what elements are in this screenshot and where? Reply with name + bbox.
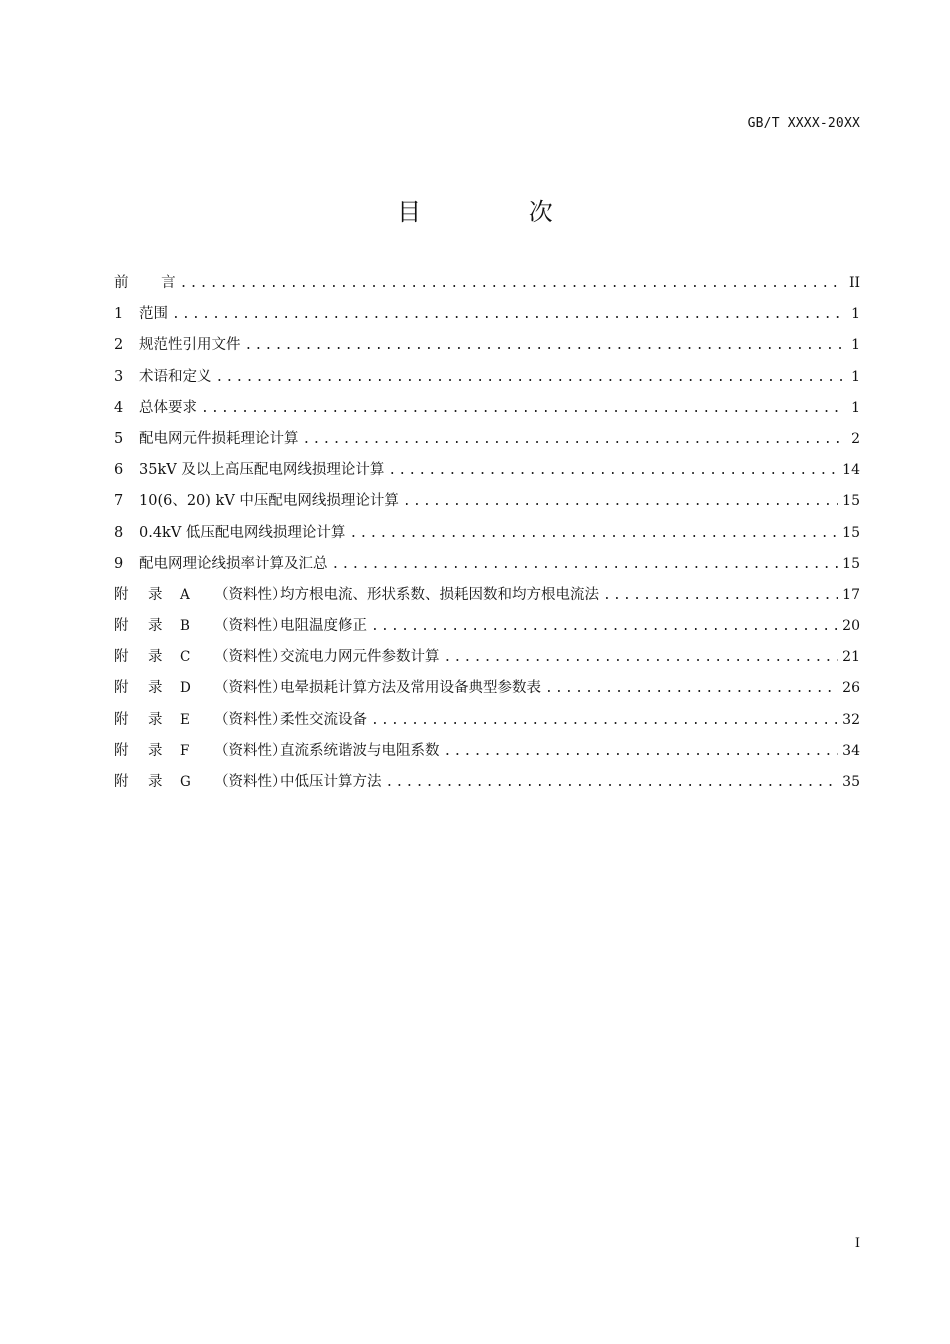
appendix-prefix bbox=[114, 676, 287, 697]
toc-leader-dots bbox=[172, 307, 844, 322]
appendix-kind: （资料性） bbox=[214, 711, 287, 728]
toc-entry-page: 15 bbox=[842, 555, 860, 572]
toc-appendix-a[interactable] bbox=[114, 583, 860, 614]
appendix-word-fu: 附 bbox=[114, 586, 129, 603]
appendix-prefix bbox=[114, 739, 287, 760]
toc-entry-page: 17 bbox=[842, 586, 860, 603]
toc-entry-page: 2 bbox=[851, 430, 860, 447]
toc-entry-number: 7 bbox=[114, 493, 124, 510]
appendix-letter: B bbox=[180, 618, 190, 635]
page-title: 目 次 bbox=[397, 198, 603, 226]
toc-entry-page: 1 bbox=[851, 306, 860, 323]
appendix-word-fu: 附 bbox=[114, 649, 129, 666]
toc-leader-dots bbox=[216, 370, 845, 385]
appendix-letter: D bbox=[180, 680, 191, 697]
toc-entry-label: 范围 bbox=[139, 306, 168, 323]
toc-entry-page: 32 bbox=[842, 711, 860, 728]
toc-entry-label: 交流电力网元件参数计算 bbox=[280, 649, 440, 666]
toc-entry-page: 21 bbox=[842, 649, 860, 666]
toc-entry[interactable] bbox=[114, 521, 860, 552]
toc-leader-dots bbox=[603, 588, 838, 603]
toc-leader-dots bbox=[444, 744, 839, 759]
appendix-letter: A bbox=[180, 586, 190, 603]
appendix-prefix bbox=[114, 583, 287, 604]
toc-entry[interactable] bbox=[114, 365, 860, 396]
appendix-letter: C bbox=[180, 649, 191, 666]
toc-leader-dots bbox=[386, 775, 839, 790]
toc-entry-number: 8 bbox=[114, 524, 124, 541]
appendix-word-lu: 录 bbox=[148, 680, 163, 697]
appendix-prefix bbox=[114, 770, 287, 791]
toc-leader-dots bbox=[545, 681, 838, 696]
appendix-prefix bbox=[114, 645, 287, 666]
toc-entry-number: 1 bbox=[114, 306, 124, 323]
toc-entry-label: 中低压计算方法 bbox=[280, 774, 382, 790]
toc-appendix-b[interactable] bbox=[114, 614, 860, 645]
toc-entry[interactable] bbox=[114, 302, 860, 333]
toc-leader-dots bbox=[388, 463, 838, 478]
toc-entry-page: 1 bbox=[851, 337, 860, 354]
toc-entry-label: 35kV 及以上高压配电网线损理论计算 bbox=[139, 462, 385, 479]
toc-leader-dots bbox=[403, 494, 838, 509]
toc-appendix-e[interactable] bbox=[114, 708, 860, 739]
toc-entry-number: 5 bbox=[114, 430, 124, 447]
appendix-kind: （资料性） bbox=[214, 680, 287, 697]
document-code: GB/T XXXX-20XX bbox=[747, 116, 860, 131]
appendix-word-lu: 录 bbox=[148, 742, 163, 759]
appendix-word-lu: 录 bbox=[148, 711, 163, 728]
toc-entry[interactable] bbox=[114, 489, 860, 520]
toc-entry-label: 电阻温度修正 bbox=[280, 618, 367, 635]
toc-leader-dots bbox=[201, 401, 844, 416]
toc-entry[interactable] bbox=[114, 458, 860, 489]
appendix-word-lu: 录 bbox=[148, 618, 163, 635]
appendix-word-fu: 附 bbox=[114, 774, 129, 790]
appendix-word-fu: 附 bbox=[114, 618, 129, 635]
toc-entry-page: 34 bbox=[842, 742, 860, 759]
toc-entry-page: 14 bbox=[842, 462, 860, 479]
appendix-word-fu: 附 bbox=[114, 711, 129, 728]
appendix-letter: E bbox=[180, 711, 190, 728]
appendix-word-lu: 录 bbox=[148, 774, 163, 790]
toc-leader-dots bbox=[444, 650, 839, 665]
toc-entry-label: 总体要求 bbox=[139, 399, 197, 416]
toc-entry-number: 4 bbox=[114, 399, 124, 416]
toc-entry-page: 20 bbox=[842, 618, 860, 635]
toc-leader-dots bbox=[332, 557, 839, 572]
appendix-kind: （资料性） bbox=[214, 586, 287, 603]
page-number: I bbox=[854, 1236, 860, 1251]
toc-entry[interactable] bbox=[114, 333, 860, 364]
appendix-prefix bbox=[114, 708, 287, 729]
toc-entry[interactable] bbox=[114, 552, 860, 583]
toc-entry[interactable] bbox=[114, 427, 860, 458]
toc-entry-page: 1 bbox=[851, 368, 860, 385]
toc-entry-number: 2 bbox=[114, 337, 124, 354]
toc-leader-dots bbox=[371, 713, 838, 728]
toc-leader-dots bbox=[303, 432, 845, 447]
toc-entry[interactable] bbox=[114, 396, 860, 427]
toc-leader-dots bbox=[180, 276, 844, 291]
toc-entry-page: 15 bbox=[842, 493, 860, 510]
toc-entry-page: 1 bbox=[851, 399, 860, 416]
appendix-kind: （资料性） bbox=[214, 649, 287, 666]
toc-entry-label-text: 前 言 bbox=[114, 275, 176, 291]
toc-appendix-c[interactable] bbox=[114, 645, 860, 676]
appendix-word-fu: 附 bbox=[114, 742, 129, 759]
toc-entry-label: 0.4kV 低压配电网线损理论计算 bbox=[139, 524, 346, 541]
toc-entry-page: 26 bbox=[842, 680, 860, 697]
toc-entry-label: 直流系统谐波与电阻系数 bbox=[280, 742, 440, 759]
toc-entry-label: 术语和定义 bbox=[139, 368, 212, 385]
toc-entry-label: 均方根电流、形状系数、损耗因数和均方根电流法 bbox=[280, 586, 599, 603]
toc-entry-page: II bbox=[848, 275, 860, 291]
toc-entry-number: 9 bbox=[114, 555, 124, 572]
table-of-contents bbox=[114, 271, 860, 801]
appendix-prefix bbox=[114, 614, 287, 635]
toc-entry-label bbox=[114, 271, 176, 292]
toc-leader-dots bbox=[245, 338, 845, 353]
toc-entry-number: 3 bbox=[114, 368, 124, 385]
toc-entry-page: 15 bbox=[842, 524, 860, 541]
appendix-letter: F bbox=[180, 742, 190, 759]
toc-entry-label: 配电网元件损耗理论计算 bbox=[139, 430, 299, 447]
appendix-letter: G bbox=[180, 774, 191, 790]
toc-entry-label: 柔性交流设备 bbox=[280, 711, 367, 728]
toc-appendix-d[interactable] bbox=[114, 676, 860, 707]
appendix-kind: （资料性） bbox=[214, 774, 287, 790]
toc-entry-label: 规范性引用文件 bbox=[139, 337, 241, 354]
appendix-word-lu: 录 bbox=[148, 586, 163, 603]
toc-leader-dots bbox=[371, 619, 838, 634]
appendix-kind: （资料性） bbox=[214, 618, 287, 635]
toc-appendix-f[interactable] bbox=[114, 739, 860, 770]
appendix-word-lu: 录 bbox=[148, 649, 163, 666]
toc-entry-label: 10(6、20) kV 中压配电网线损理论计算 bbox=[139, 493, 399, 510]
toc-leader-dots bbox=[349, 526, 838, 541]
appendix-word-fu: 附 bbox=[114, 680, 129, 697]
toc-appendix-g[interactable] bbox=[114, 770, 860, 801]
toc-entry-foreword[interactable] bbox=[114, 271, 860, 302]
toc-entry-page: 35 bbox=[842, 774, 860, 790]
toc-entry-label: 电晕损耗计算方法及常用设备典型参数表 bbox=[280, 680, 541, 697]
toc-entry-label: 配电网理论线损率计算及汇总 bbox=[139, 555, 328, 572]
appendix-kind: （资料性） bbox=[214, 742, 287, 759]
toc-entry-number: 6 bbox=[114, 462, 124, 479]
